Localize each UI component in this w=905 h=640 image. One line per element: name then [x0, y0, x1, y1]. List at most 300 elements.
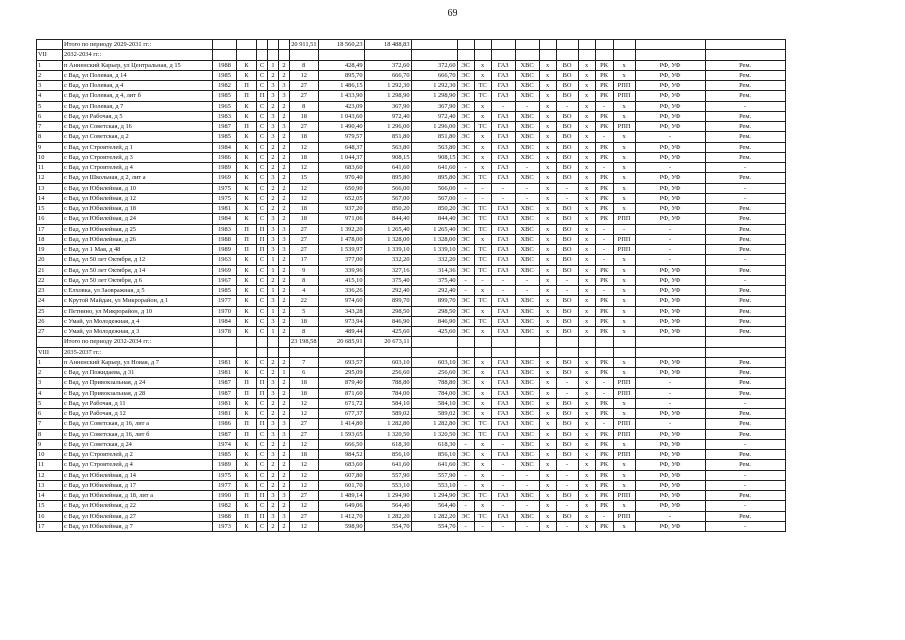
table-cell: 650,90: [318, 183, 364, 193]
table-cell: 3: [268, 91, 279, 101]
table-cell: х: [578, 450, 595, 460]
table-cell: -: [556, 480, 578, 490]
table-cell: [539, 50, 556, 60]
table-cell: РФ, УФ: [635, 142, 705, 152]
table-cell: ХВС: [515, 204, 539, 214]
table-cell: х: [539, 368, 556, 378]
table-cell: П: [257, 419, 268, 429]
table-cell: х: [578, 101, 595, 111]
table-cell: 1989: [213, 245, 237, 255]
table-cell: ВО: [556, 439, 578, 449]
table-cell: -: [556, 286, 578, 296]
row-number-cell: 11: [37, 460, 63, 470]
table-row: [37, 378, 786, 388]
table-cell: РК: [595, 439, 613, 449]
table-cell: 3: [268, 388, 279, 398]
table-cell: 563,80: [364, 142, 411, 152]
table-cell: ЭС: [457, 306, 474, 316]
table-cell: -: [635, 378, 705, 388]
table-cell: х: [539, 470, 556, 480]
table-cell: 693,57: [318, 357, 364, 367]
table-cell: ЭС: [457, 132, 474, 142]
section-row: [37, 347, 786, 357]
table-cell: РК: [595, 357, 613, 367]
table-cell: 18: [290, 388, 319, 398]
table-cell: [613, 40, 635, 50]
table-cell: П: [237, 81, 257, 91]
table-cell: ЭС: [457, 224, 474, 234]
table-cell: -: [595, 245, 613, 255]
table-cell: ТС: [474, 316, 491, 326]
table-row: [37, 183, 786, 193]
table-cell: 871,60: [318, 388, 364, 398]
table-cell: ХВС: [515, 357, 539, 367]
table-cell: 979,57: [318, 132, 364, 142]
table-cell: -: [491, 460, 515, 470]
table-cell: ГАЗ: [491, 142, 515, 152]
address-cell: с Вад, ул Юбилейная, д 24: [63, 214, 213, 224]
table-cell: 20 673,11: [364, 337, 411, 347]
table-cell: -: [457, 480, 474, 490]
table-cell: 3: [268, 224, 279, 234]
address-cell: с Вад, ул Строителей, д 2: [63, 450, 213, 460]
table-cell: 27: [290, 429, 319, 439]
table-cell: [290, 50, 319, 60]
table-cell: П: [257, 224, 268, 234]
table-cell: ХВС: [515, 511, 539, 521]
table-cell: ГАЗ: [491, 306, 515, 316]
table-cell: Рем.: [705, 388, 785, 398]
table-cell: ХВС: [515, 70, 539, 80]
table-cell: 879,40: [318, 378, 364, 388]
table-cell: х: [539, 388, 556, 398]
table-cell: 2: [268, 101, 279, 111]
address-cell: с Вад, ул Полевая, д 4: [63, 81, 213, 91]
table-cell: Рем.: [705, 327, 785, 337]
table-cell: х: [578, 409, 595, 419]
table-cell: ГАЗ: [491, 214, 515, 224]
table-cell: х: [539, 142, 556, 152]
table-cell: 1987: [213, 429, 237, 439]
table-cell: 2: [268, 368, 279, 378]
table-row: [37, 70, 786, 80]
table-row: [37, 491, 786, 501]
table-cell: -: [457, 193, 474, 203]
table-cell: 2: [279, 132, 290, 142]
table-cell: Рем.: [705, 286, 785, 296]
table-cell: -: [635, 255, 705, 265]
table-cell: 12: [290, 70, 319, 80]
table-cell: х: [578, 81, 595, 91]
table-cell: -: [595, 224, 613, 234]
table-cell: 899,70: [364, 296, 411, 306]
table-cell: 895,80: [411, 173, 457, 183]
row-number-cell: 27: [37, 327, 63, 337]
table-cell: С: [257, 255, 268, 265]
table-cell: -: [474, 183, 491, 193]
table-cell: РК: [595, 480, 613, 490]
table-cell: 1981: [213, 409, 237, 419]
table-cell: 2: [279, 60, 290, 70]
table-cell: С: [257, 316, 268, 326]
table-cell: 9: [290, 265, 319, 275]
row-number-cell: 8: [37, 132, 63, 142]
table-cell: РК: [595, 296, 613, 306]
table-cell: 589,02: [364, 409, 411, 419]
table-cell: х: [578, 255, 595, 265]
table-row: [37, 173, 786, 183]
row-number-cell: 9: [37, 142, 63, 152]
table-cell: ВО: [556, 316, 578, 326]
table-cell: [237, 337, 257, 347]
row-number-cell: [37, 337, 63, 347]
table-cell: [595, 50, 613, 60]
table-cell: 256,60: [411, 368, 457, 378]
table-cell: 1 298,90: [411, 91, 457, 101]
table-cell: ВО: [556, 234, 578, 244]
table-cell: 1988: [213, 511, 237, 521]
table-cell: Рем.: [705, 204, 785, 214]
table-cell: 336,26: [318, 286, 364, 296]
table-cell: 784,00: [411, 388, 457, 398]
table-cell: 3: [268, 214, 279, 224]
table-cell: 2: [279, 439, 290, 449]
table-cell: ХВС: [515, 234, 539, 244]
table-cell: Рем.: [705, 224, 785, 234]
table-cell: -: [515, 470, 539, 480]
table-cell: 899,70: [411, 296, 457, 306]
table-cell: ВО: [556, 152, 578, 162]
table-cell: ВО: [556, 265, 578, 275]
table-cell: К: [237, 409, 257, 419]
address-cell: с Вад, ул Строителей, д 3: [63, 152, 213, 162]
table-cell: К: [237, 132, 257, 142]
table-cell: 1969: [213, 265, 237, 275]
table-cell: -: [635, 234, 705, 244]
table-cell: С: [257, 501, 268, 511]
table-cell: -: [635, 511, 705, 521]
table-cell: П: [237, 511, 257, 521]
table-cell: 27: [290, 224, 319, 234]
table-cell: х: [578, 521, 595, 531]
table-cell: 973,94: [318, 316, 364, 326]
table-cell: ЭС: [457, 316, 474, 326]
table-cell: х: [474, 378, 491, 388]
table-cell: 3: [279, 491, 290, 501]
table-cell: х: [578, 132, 595, 142]
table-cell: х: [474, 142, 491, 152]
table-cell: К: [237, 142, 257, 152]
table-cell: [279, 337, 290, 347]
table-cell: РК: [595, 142, 613, 152]
address-cell: с Вад, ул Советская, д 16, лит б: [63, 429, 213, 439]
table-cell: ВО: [556, 91, 578, 101]
table-cell: РК: [595, 152, 613, 162]
table-cell: -: [705, 501, 785, 511]
table-cell: х: [578, 60, 595, 70]
table-cell: [318, 347, 364, 357]
table-cell: РФ, УФ: [635, 173, 705, 183]
table-cell: РФ, УФ: [635, 491, 705, 501]
address-cell: с Вад, ул Советская, д 2: [63, 132, 213, 142]
address-cell: с Вад, ул Привокзальная, д 28: [63, 388, 213, 398]
table-cell: РК: [595, 470, 613, 480]
table-cell: 425,60: [364, 327, 411, 337]
table-cell: ВО: [556, 398, 578, 408]
table-cell: -: [515, 501, 539, 511]
table-cell: х: [539, 501, 556, 511]
table-cell: 8: [290, 60, 319, 70]
table-cell: К: [237, 163, 257, 173]
table-cell: Рем.: [705, 214, 785, 224]
table-cell: 1 392,20: [318, 224, 364, 234]
table-cell: 1981: [213, 204, 237, 214]
table-cell: 3: [279, 224, 290, 234]
table-cell: РФ, УФ: [635, 265, 705, 275]
table-cell: х: [613, 101, 635, 111]
table-cell: х: [613, 470, 635, 480]
table-cell: 3: [268, 173, 279, 183]
table-cell: ВО: [556, 491, 578, 501]
table-cell: РК: [595, 70, 613, 80]
table-cell: 2: [268, 183, 279, 193]
table-cell: х: [578, 398, 595, 408]
table-cell: х: [578, 91, 595, 101]
table-cell: ЭС: [457, 460, 474, 470]
table-cell: [411, 347, 457, 357]
table-cell: ТС: [474, 214, 491, 224]
table-cell: 2: [268, 460, 279, 470]
table-cell: РФ, УФ: [635, 101, 705, 111]
table-cell: -: [556, 101, 578, 111]
table-cell: П: [257, 91, 268, 101]
table-row: [37, 419, 786, 429]
table-cell: х: [474, 398, 491, 408]
table-cell: ГАЗ: [491, 419, 515, 429]
table-cell: 1 490,40: [318, 122, 364, 132]
table-cell: [578, 50, 595, 60]
table-cell: х: [578, 429, 595, 439]
table-cell: 3: [279, 91, 290, 101]
table-cell: -: [635, 245, 705, 255]
table-cell: 1983: [213, 224, 237, 234]
table-cell: РПП: [613, 450, 635, 460]
table-cell: х: [474, 101, 491, 111]
table-cell: К: [237, 286, 257, 296]
table-cell: РПП: [613, 122, 635, 132]
table-cell: 2: [279, 173, 290, 183]
table-cell: 22: [290, 296, 319, 306]
row-number-cell: 19: [37, 245, 63, 255]
table-cell: 3: [279, 511, 290, 521]
table-cell: х: [539, 419, 556, 429]
table-cell: [474, 347, 491, 357]
table-cell: С: [257, 480, 268, 490]
table-cell: С: [257, 183, 268, 193]
table-cell: 1 265,40: [364, 224, 411, 234]
table-cell: ХВС: [515, 378, 539, 388]
table-cell: [457, 337, 474, 347]
table-cell: 554,70: [411, 521, 457, 531]
table-cell: [457, 40, 474, 50]
table-row: [37, 480, 786, 490]
table-cell: 1984: [213, 142, 237, 152]
table-cell: ГАЗ: [491, 409, 515, 419]
table-cell: РК: [595, 60, 613, 70]
table-cell: ВО: [556, 327, 578, 337]
table-cell: РФ, УФ: [635, 327, 705, 337]
table-cell: -: [595, 163, 613, 173]
table-cell: 17: [290, 255, 319, 265]
table-cell: [613, 347, 635, 357]
table-cell: х: [613, 501, 635, 511]
table-cell: ВО: [556, 224, 578, 234]
row-number-cell: 14: [37, 193, 63, 203]
table-cell: х: [539, 409, 556, 419]
table-cell: [635, 40, 705, 50]
table-cell: 1 478,00: [318, 234, 364, 244]
table-cell: РФ, УФ: [635, 70, 705, 80]
table-cell: х: [578, 122, 595, 132]
table-cell: х: [539, 378, 556, 388]
table-cell: 2: [279, 183, 290, 193]
table-cell: 12: [290, 439, 319, 449]
table-cell: С: [257, 204, 268, 214]
table-cell: С: [257, 163, 268, 173]
table-cell: [279, 50, 290, 60]
table-cell: С: [257, 327, 268, 337]
table-cell: [635, 337, 705, 347]
table-cell: х: [613, 368, 635, 378]
table-cell: х: [539, 214, 556, 224]
table-cell: 1 296,00: [411, 122, 457, 132]
table-cell: 788,80: [411, 378, 457, 388]
table-cell: х: [474, 439, 491, 449]
table-cell: 12: [290, 163, 319, 173]
table-cell: РК: [595, 91, 613, 101]
table-cell: 27: [290, 122, 319, 132]
table-cell: [595, 337, 613, 347]
table-cell: 641,60: [364, 163, 411, 173]
table-cell: [268, 347, 279, 357]
table-cell: ЭС: [457, 327, 474, 337]
address-cell: с Вад, ул Полевая, д 7: [63, 101, 213, 111]
table-cell: ХВС: [515, 316, 539, 326]
table-cell: Рем.: [705, 316, 785, 326]
table-cell: 256,60: [364, 368, 411, 378]
table-cell: -: [635, 419, 705, 429]
table-cell: [705, 40, 785, 50]
table-cell: х: [578, 183, 595, 193]
table-cell: ВО: [556, 450, 578, 460]
table-cell: 1 414,80: [318, 419, 364, 429]
table-cell: 372,60: [364, 60, 411, 70]
table-cell: 856,10: [364, 450, 411, 460]
row-number-cell: 7: [37, 419, 63, 429]
table-cell: х: [539, 429, 556, 439]
table-cell: РК: [595, 111, 613, 121]
table-cell: ХВС: [515, 388, 539, 398]
table-cell: ТС: [474, 419, 491, 429]
table-cell: х: [539, 245, 556, 255]
table-cell: ХВС: [515, 255, 539, 265]
table-cell: [411, 40, 457, 50]
table-cell: [595, 347, 613, 357]
table-cell: 601,70: [318, 480, 364, 490]
table-cell: ЭС: [457, 255, 474, 265]
address-cell: с Умай, ул Молодежная, д 4: [63, 316, 213, 326]
table-cell: ХВС: [515, 398, 539, 408]
table-cell: 1982: [213, 501, 237, 511]
table-cell: 2: [279, 214, 290, 224]
table-cell: РПП: [613, 214, 635, 224]
table-cell: ЭС: [457, 81, 474, 91]
table-cell: ХВС: [515, 327, 539, 337]
table-cell: [595, 40, 613, 50]
table-cell: ЭС: [457, 409, 474, 419]
table-cell: РФ, УФ: [635, 152, 705, 162]
table-cell: К: [237, 193, 257, 203]
table-cell: 2: [279, 286, 290, 296]
table-cell: С: [257, 470, 268, 480]
table-cell: 2: [279, 163, 290, 173]
table-cell: х: [613, 132, 635, 142]
table-cell: х: [539, 316, 556, 326]
table-cell: ГАЗ: [491, 132, 515, 142]
row-number-cell: 2: [37, 70, 63, 80]
table-cell: ТС: [474, 511, 491, 521]
table-cell: 2: [279, 316, 290, 326]
table-cell: ТС: [474, 173, 491, 183]
table-cell: [213, 50, 237, 60]
table-cell: С: [257, 152, 268, 162]
table-cell: -: [595, 255, 613, 265]
table-cell: -: [457, 470, 474, 480]
table-cell: 292,40: [411, 286, 457, 296]
table-cell: РК: [595, 450, 613, 460]
table-cell: [268, 337, 279, 347]
table-cell: ЭС: [457, 91, 474, 101]
table-cell: ГАЗ: [491, 450, 515, 460]
table-cell: РФ, УФ: [635, 122, 705, 132]
table-cell: ХВС: [515, 214, 539, 224]
row-number-cell: VIII: [37, 347, 63, 357]
table-cell: 5: [290, 306, 319, 316]
table-cell: Рем.: [705, 265, 785, 275]
table-cell: [213, 337, 237, 347]
table-cell: ТС: [474, 491, 491, 501]
table-cell: ГАЗ: [491, 316, 515, 326]
table-cell: 12: [290, 183, 319, 193]
table-cell: РФ, УФ: [635, 521, 705, 531]
table-cell: ЭС: [457, 265, 474, 275]
table-cell: -: [457, 521, 474, 531]
table-cell: РК: [595, 204, 613, 214]
table-cell: ТС: [474, 255, 491, 265]
table-cell: РК: [595, 460, 613, 470]
row-number-cell: 12: [37, 173, 63, 183]
table-cell: С: [257, 429, 268, 439]
table-cell: 2: [268, 501, 279, 511]
table-cell: 671,72: [318, 398, 364, 408]
table-cell: 1984: [213, 214, 237, 224]
table-cell: ГАЗ: [491, 70, 515, 80]
table-cell: х: [578, 70, 595, 80]
table-cell: -: [705, 193, 785, 203]
address-cell: с Вад, ул Привокзальная, д 24: [63, 378, 213, 388]
table-cell: 895,70: [318, 70, 364, 80]
table-cell: [515, 40, 539, 50]
